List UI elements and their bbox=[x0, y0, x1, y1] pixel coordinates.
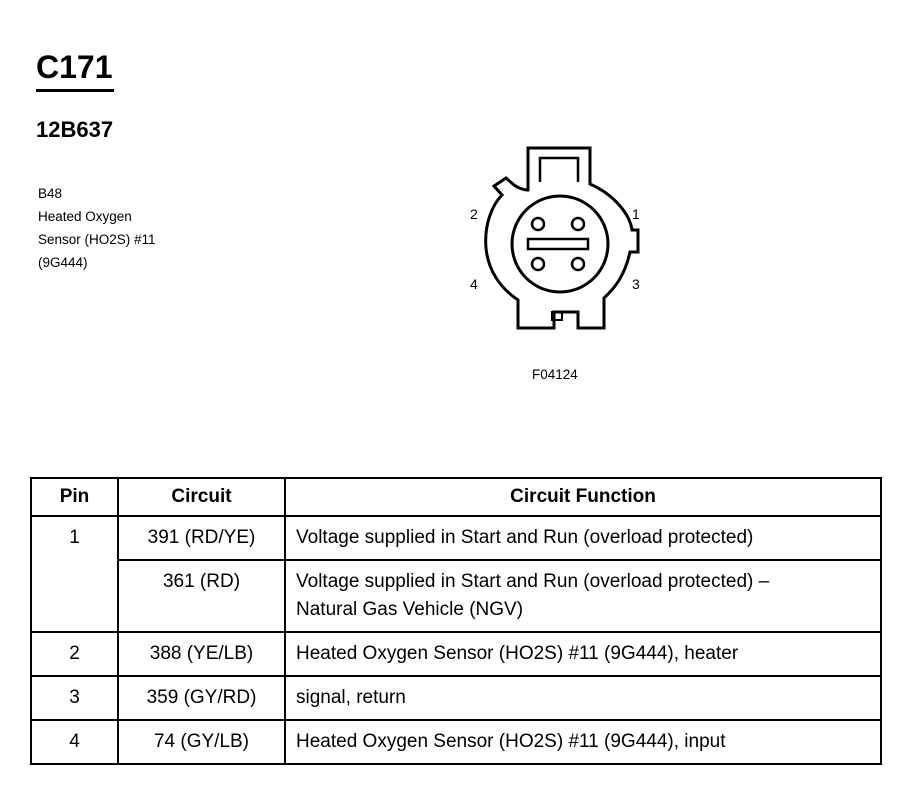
table-row bbox=[31, 632, 881, 676]
circuit-cell: 388 (YE/LB) bbox=[118, 632, 285, 676]
header-circuit-function: Circuit Function bbox=[285, 478, 881, 516]
title-underline bbox=[36, 89, 114, 92]
pin-cell: 2 bbox=[31, 632, 118, 676]
header-circuit: Circuit bbox=[118, 478, 285, 516]
table-row bbox=[31, 676, 881, 720]
function-cell: Heated Oxygen Sensor (HO2S) #11 (9G444), heater bbox=[285, 632, 881, 676]
circuit-cell: 391 (RD/YE) bbox=[118, 516, 285, 560]
pin-cell: 3 bbox=[31, 676, 118, 720]
connector-inner-ring bbox=[512, 196, 608, 292]
pin-cavity-4 bbox=[532, 258, 544, 270]
component-name-line2: Sensor (HO2S) #11 bbox=[38, 232, 156, 247]
pin-label-4: 4 bbox=[470, 276, 478, 292]
pin-cell bbox=[31, 560, 118, 632]
pin-label-2: 2 bbox=[470, 206, 478, 222]
center-key-bar bbox=[528, 239, 588, 249]
function-cell bbox=[285, 560, 881, 632]
function-cell: Voltage supplied in Start and Run (overload protected) bbox=[285, 516, 881, 560]
function-cell: Heated Oxygen Sensor (HO2S) #11 (9G444), input bbox=[285, 720, 881, 764]
circuit-cell: 359 (GY/RD) bbox=[118, 676, 285, 720]
pin-cell: 1 bbox=[31, 516, 118, 560]
table-row bbox=[31, 516, 881, 560]
pin-cavity-1 bbox=[572, 218, 584, 230]
component-code: B48 bbox=[38, 186, 63, 201]
connector-face-diagram bbox=[480, 140, 660, 340]
circuit-cell: 74 (GY/LB) bbox=[118, 720, 285, 764]
function-cell: signal, return bbox=[285, 676, 881, 720]
part-number: 12B637 bbox=[36, 117, 114, 142]
connector-id: C171 bbox=[36, 49, 113, 85]
table-row bbox=[31, 560, 881, 632]
pin-cavity-3 bbox=[572, 258, 584, 270]
circuit-cell: 361 (RD) bbox=[118, 560, 285, 632]
pin-cell: 4 bbox=[31, 720, 118, 764]
component-description bbox=[38, 182, 156, 274]
pinout-table bbox=[30, 477, 882, 765]
connector-inner-notch bbox=[540, 158, 578, 182]
table-row bbox=[31, 720, 881, 764]
pin-label-1: 1 bbox=[632, 206, 640, 222]
function-line: Voltage supplied in Start and Run (overload protected) – bbox=[296, 571, 770, 592]
header-pin: Pin bbox=[31, 478, 118, 516]
table-header-row bbox=[31, 478, 881, 516]
pin-cavity-2 bbox=[532, 218, 544, 230]
component-name-line3: (9G444) bbox=[38, 255, 88, 270]
function-line: Natural Gas Vehicle (NGV) bbox=[296, 599, 524, 620]
figure-id: F04124 bbox=[532, 367, 578, 382]
component-name-line1: Heated Oxygen bbox=[38, 209, 132, 224]
pin-label-3: 3 bbox=[632, 276, 640, 292]
